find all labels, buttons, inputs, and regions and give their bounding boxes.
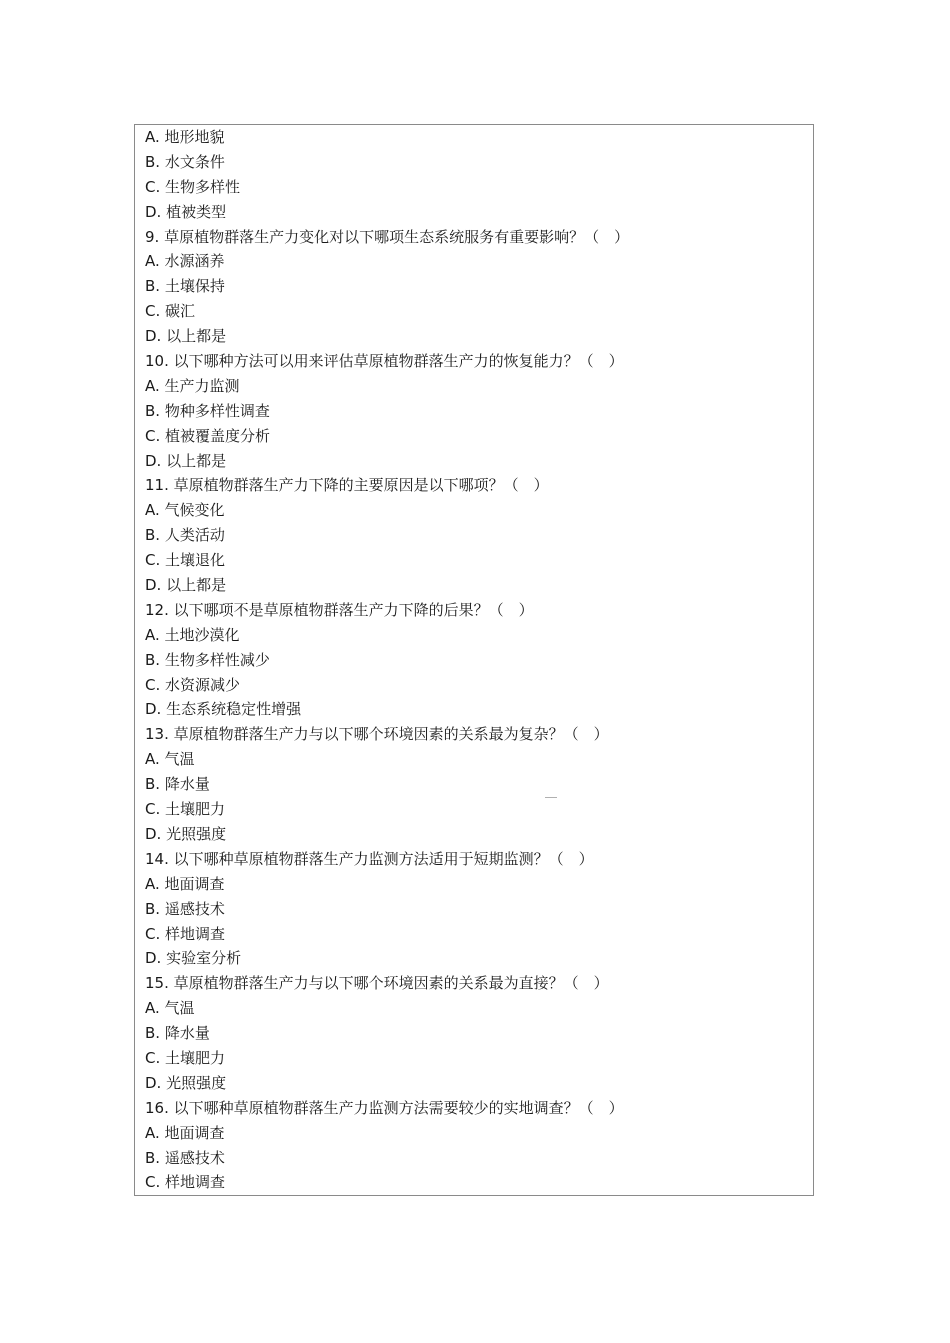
option-text: D. 生态系统稳定性增强: [145, 700, 302, 719]
option-text: D. 植被类型: [145, 202, 227, 221]
option-text: A. 地面调查: [145, 1123, 225, 1142]
question-table-frame: [134, 124, 814, 1196]
option-text: D. 以上都是: [145, 451, 227, 470]
option-text: A. 土地沙漠化: [145, 625, 240, 644]
option-text: A. 地形地貌: [145, 128, 225, 146]
option-text: A. 气温: [145, 999, 195, 1018]
question-text: 16. 以下哪种草原植物群落生产力监测方法需要较少的实地调查？（ ）: [145, 1098, 624, 1117]
question-text: 13. 草原植物群落生产力与以下哪个环境因素的关系最为复杂？（ ）: [145, 725, 609, 744]
option-text: C. 水资源减少: [145, 675, 241, 694]
option-text: C. 土壤肥力: [145, 1048, 226, 1067]
option-text: C. 生物多样性: [145, 177, 241, 196]
option-text: D. 以上都是: [145, 576, 227, 595]
option-text: B. 土壤保持: [145, 277, 225, 296]
question-text: 14. 以下哪种草原植物群落生产力监测方法适用于短期监测？（ ）: [145, 849, 594, 868]
option-text: C. 样地调查: [145, 1173, 226, 1192]
option-text: B. 人类活动: [145, 526, 225, 545]
option-text: B. 遥感技术: [145, 1148, 225, 1167]
question-text: 12. 以下哪项不是草原植物群落生产力下降的后果？（ ）: [145, 600, 534, 619]
option-text: D. 光照强度: [145, 1073, 227, 1092]
option-text: D. 以上都是: [145, 327, 227, 346]
option-text: A. 地面调查: [145, 874, 225, 893]
option-text: A. 气候变化: [145, 501, 225, 520]
option-text: A. 生产力监测: [145, 376, 240, 395]
option-text: C. 碳汇: [145, 302, 196, 321]
question-text: 11. 草原植物群落生产力下降的主要原因是以下哪项？（ ）: [145, 476, 549, 495]
option-text: A. 水源涵养: [145, 252, 225, 271]
option-text: B. 降水量: [145, 775, 210, 794]
option-text: B. 降水量: [145, 1024, 210, 1043]
option-text: C. 植被覆盖度分析: [145, 426, 271, 445]
option-text: B. 生物多样性减少: [145, 650, 270, 669]
option-text: A. 气温: [145, 750, 195, 769]
option-text: B. 水文条件: [145, 152, 225, 171]
option-text: B. 遥感技术: [145, 899, 225, 918]
option-text: D. 实验室分析: [145, 949, 242, 968]
stray-dash-mark: [545, 797, 557, 798]
question-text: 9. 草原植物群落生产力变化对以下哪项生态系统服务有重要影响？（ ）: [145, 227, 630, 246]
option-text: B. 物种多样性调查: [145, 401, 270, 420]
question-list: [145, 125, 805, 1195]
option-text: D. 光照强度: [145, 824, 227, 843]
option-text: C. 土壤退化: [145, 551, 226, 570]
option-text: C. 土壤肥力: [145, 800, 226, 819]
option-text: C. 样地调查: [145, 924, 226, 943]
question-text: 15. 草原植物群落生产力与以下哪个环境因素的关系最为直接？（ ）: [145, 974, 609, 993]
question-text: 10. 以下哪种方法可以用来评估草原植物群落生产力的恢复能力？（ ）: [145, 352, 624, 371]
